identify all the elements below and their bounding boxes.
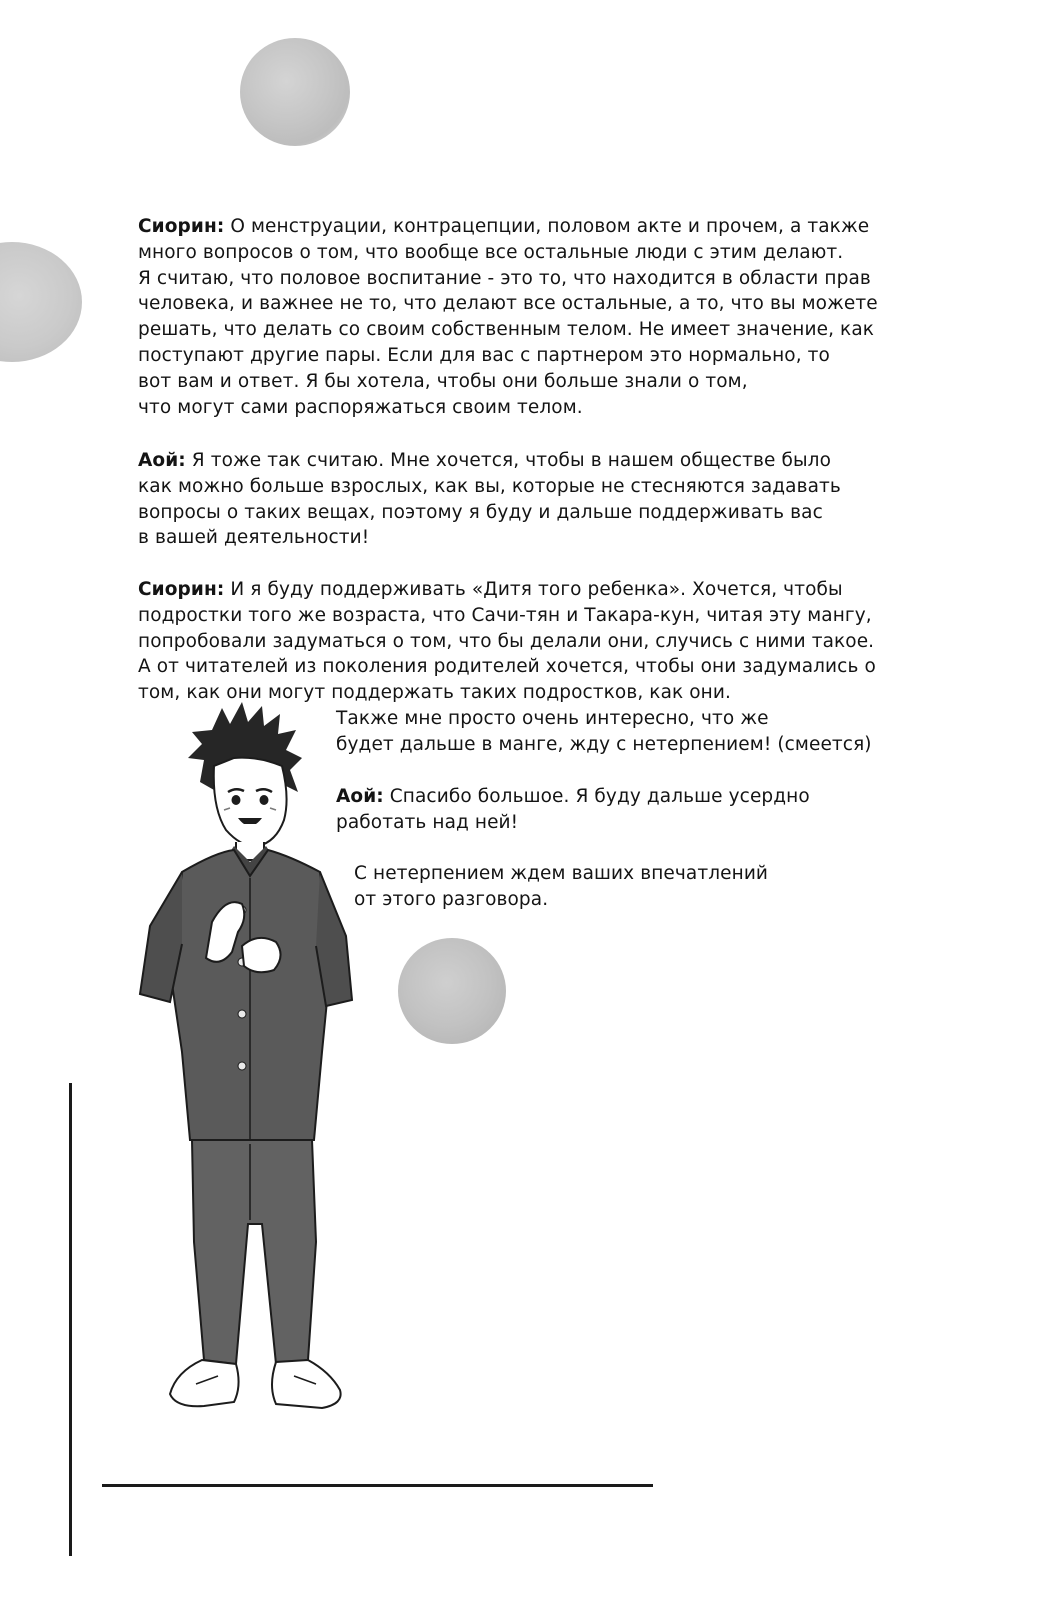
paragraph-line: будет дальше в манге, жду с нетерпением! (смеется) <box>336 733 872 755</box>
paragraph-line: Аой: Спасибо большое. Я буду дальше усердно <box>336 786 810 807</box>
paragraph-line: Также мне просто очень интересно, что же <box>336 708 769 729</box>
interview-paragraph-aoi-1 <box>138 448 841 551</box>
paragraph-line: от этого разговора. <box>354 888 549 910</box>
paragraph-line: Аой: Я тоже так считаю. Мне хочется, чтобы в нашем обществе было <box>138 450 832 471</box>
paragraph-line: работать над ней! <box>336 811 519 833</box>
paragraph-line: вопросы о таких вещах, поэтому я буду и дальше поддерживать вас <box>138 501 823 523</box>
paragraph-line: С нетерпением ждем ваших впечатлений <box>354 863 769 884</box>
speaker-name: Аой: <box>336 786 384 807</box>
paragraph-line: том, как они могут поддержать таких подростков, как они. <box>138 682 731 704</box>
school-jacket <box>140 850 352 1140</box>
ink-blot-decoration <box>240 38 350 146</box>
paragraph-line: много вопросов о том, что вообще все остальные люди с этим делают. <box>138 241 844 263</box>
horizontal-rule <box>102 1484 653 1487</box>
boy-illustration <box>130 700 370 1440</box>
paragraph-line: как можно больше взрослых, как вы, которые не стесняются задавать <box>138 475 841 497</box>
face <box>214 758 287 847</box>
trousers <box>192 1140 316 1364</box>
speaker-name: Сиорин: <box>138 579 225 600</box>
ink-blot-decoration <box>398 938 506 1044</box>
closing-note <box>354 861 768 913</box>
paragraph-line: А от читателей из поколения родителей хочется, чтобы они задумались о <box>138 656 876 678</box>
interview-paragraph-shiorin-3 <box>336 706 872 758</box>
speaker-name: Аой: <box>138 450 186 471</box>
vertical-rule <box>69 1083 72 1556</box>
paragraph-line: человека, и важнее не то, что делают все остальные, а то, что вы можете <box>138 293 878 315</box>
paragraph-line: Сиорин: О менструации, контрацепции, половом акте и прочем, а также <box>138 216 870 237</box>
interview-paragraph-aoi-2 <box>336 784 810 836</box>
speaker-name: Сиорин: <box>138 216 225 237</box>
paragraph-line: решать, что делать со своим собственным телом. Не имеет значение, как <box>138 319 875 341</box>
paragraph-line: вот вам и ответ. Я бы хотела, чтобы они больше знали о том, <box>138 370 748 392</box>
ink-blot-decoration <box>0 242 82 362</box>
paragraph-line: поступают другие пары. Если для вас с партнером это нормально, то <box>138 344 830 366</box>
paragraph-line: Я считаю, что половое воспитание - это то, что находится в области прав <box>138 267 871 289</box>
interview-paragraph-shiorin-2 <box>138 577 876 706</box>
paragraph-line: Сиорин: И я буду поддерживать «Дитя того ребенка». Хочется, чтобы <box>138 579 843 600</box>
paragraph-line: попробовали задуматься о том, что бы делали они, случись с ними такое. <box>138 630 875 652</box>
paragraph-line: подростки того же возраста, что Сачи-тян и Такара-кун, читая эту мангу, <box>138 604 872 626</box>
paragraph-line: в вашей деятельности! <box>138 527 370 549</box>
paragraph-line: что могут сами распоряжаться своим телом. <box>138 396 583 418</box>
shoes <box>170 1360 341 1408</box>
interview-paragraph-shiorin-1 <box>138 214 878 420</box>
